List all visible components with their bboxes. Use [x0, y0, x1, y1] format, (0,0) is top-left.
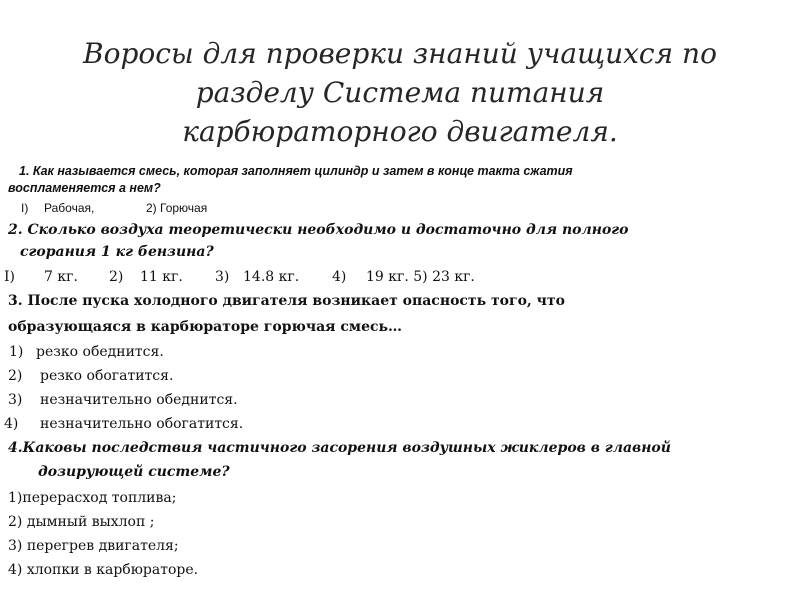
- question-2-option-3-number: 3): [215, 269, 230, 285]
- title-line-3: карбюраторного двигателя.: [182, 115, 618, 148]
- question-2-option-2: 11 кг.: [140, 269, 183, 285]
- question-3-option-1: резко обеднится.: [36, 344, 164, 360]
- question-4-text-line-1: 4.Каковы последствия частичного засорения воздушных жиклеров в главной: [8, 440, 671, 456]
- question-2-option-1: 7 кг.: [44, 269, 78, 285]
- question-3-option-2-number: 2): [8, 368, 23, 384]
- question-2-text-line-2: сгорания 1 кг бензина?: [20, 244, 214, 260]
- title-line-2: разделу Система питания: [195, 76, 605, 109]
- question-3-option-1-number: 1): [9, 344, 24, 360]
- question-1-text-line-1: 1. Как называется смесь, которая заполняет цилиндр и затем в конце такта сжатия: [19, 164, 573, 178]
- question-1-option-1: Рабочая,: [44, 201, 95, 215]
- question-2-text-line-1: 2. Сколько воздуха теоретически необходимо и достаточно для полного: [8, 222, 629, 238]
- question-2-option-2-number: 2): [109, 269, 124, 285]
- question-2-options-4-5: 19 кг. 5) 23 кг.: [366, 269, 475, 285]
- question-3-option-2: резко обогатится.: [40, 368, 174, 384]
- question-1-text-line-2: воспламеняется а нем?: [8, 181, 161, 195]
- question-3-option-4-number: 4): [4, 416, 19, 432]
- slide-title: [40, 34, 760, 151]
- question-4-option-4: 4) хлопки в карбюраторе.: [8, 562, 199, 578]
- question-2-option-3: 14.8 кг.: [243, 269, 300, 285]
- question-2-option-1-number: I): [4, 269, 15, 285]
- question-3-option-4: незначительно обогатится.: [40, 416, 244, 432]
- question-4-option-1: 1)перерасход топлива;: [8, 490, 177, 506]
- title-line-1: Воросы для проверки знаний учащихся по: [83, 37, 717, 70]
- question-4-option-3: 3) перегрев двигателя;: [8, 538, 179, 554]
- question-3-text-line-1: 3. После пуска холодного двигателя возникает опасность того, что: [8, 293, 565, 309]
- question-1-option-1-number: I): [21, 201, 29, 215]
- question-4-option-2: 2) дымный выхлоп ;: [8, 514, 155, 530]
- question-3-option-3-number: 3): [8, 392, 23, 408]
- question-3-text-line-2: образующаяся в карбюраторе горючая смесь…: [8, 319, 403, 335]
- question-4-text-line-2: дозирующей системе?: [38, 464, 230, 480]
- question-1-option-2: 2) Горючая: [146, 201, 208, 215]
- question-2-option-4-number: 4): [332, 269, 347, 285]
- question-3-option-3: незначительно обеднится.: [40, 392, 238, 408]
